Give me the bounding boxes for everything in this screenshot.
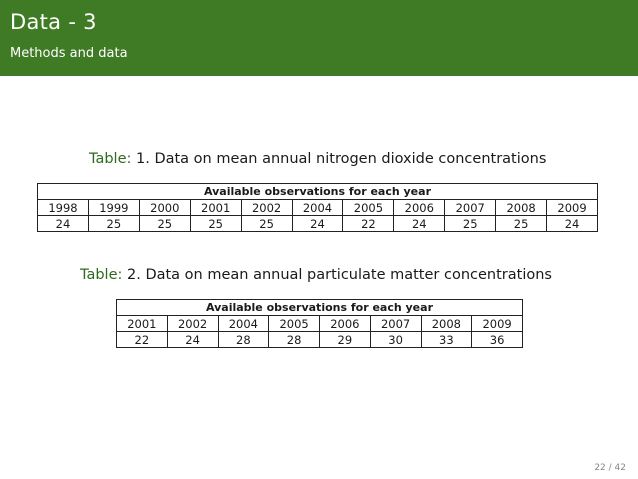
slide-header <box>0 0 638 76</box>
count-cell: 29 <box>320 332 371 348</box>
table1-caption-text: 1. Data on mean annual nitrogen dioxide concentrations <box>136 151 547 167</box>
count-cell: 24 <box>292 216 343 232</box>
year-cell: 2005 <box>343 200 394 216</box>
year-cell: 2002 <box>241 200 292 216</box>
table-header-row <box>117 300 523 316</box>
count-cell: 22 <box>117 332 168 348</box>
slide-subtitle: Methods and data <box>10 46 128 61</box>
count-cell: 28 <box>269 332 320 348</box>
year-cell: 2006 <box>320 316 371 332</box>
count-cell: 28 <box>218 332 269 348</box>
count-cell: 24 <box>38 216 89 232</box>
year-cell: 2007 <box>445 200 496 216</box>
table2-caption-text: 2. Data on mean annual particulate matter concentrations <box>127 267 552 283</box>
count-cell: 30 <box>370 332 421 348</box>
years-row <box>117 316 523 332</box>
year-cell: 2002 <box>167 316 218 332</box>
count-cell: 33 <box>421 332 472 348</box>
counts-row <box>38 216 598 232</box>
year-cell: 2009 <box>472 316 523 332</box>
table-header-cell: Available observations for each year <box>38 184 598 200</box>
count-cell: 24 <box>167 332 218 348</box>
year-cell: 2004 <box>292 200 343 216</box>
table1-caption <box>89 151 546 167</box>
no2-table <box>37 183 598 232</box>
count-cell: 25 <box>496 216 547 232</box>
count-cell: 25 <box>139 216 190 232</box>
count-cell: 25 <box>190 216 241 232</box>
count-cell: 24 <box>547 216 598 232</box>
pm-table <box>116 299 523 348</box>
year-cell: 2006 <box>394 200 445 216</box>
year-cell: 2004 <box>218 316 269 332</box>
count-cell: 25 <box>241 216 292 232</box>
year-cell: 2007 <box>370 316 421 332</box>
year-cell: 2001 <box>190 200 241 216</box>
year-cell: 2008 <box>421 316 472 332</box>
year-cell: 2000 <box>139 200 190 216</box>
table-header-row <box>38 184 598 200</box>
table2-caption <box>80 267 552 283</box>
count-cell: 22 <box>343 216 394 232</box>
table-header-cell: Available observations for each year <box>117 300 523 316</box>
counts-row <box>117 332 523 348</box>
count-cell: 24 <box>394 216 445 232</box>
table2-caption-label: Table: <box>80 267 123 283</box>
year-cell: 2005 <box>269 316 320 332</box>
year-cell: 2001 <box>117 316 168 332</box>
year-cell: 1998 <box>38 200 89 216</box>
year-cell: 1999 <box>88 200 139 216</box>
year-cell: 2008 <box>496 200 547 216</box>
count-cell: 36 <box>472 332 523 348</box>
count-cell: 25 <box>445 216 496 232</box>
table1-caption-label: Table: <box>89 151 132 167</box>
slide-title: Data - 3 <box>10 10 97 34</box>
years-row <box>38 200 598 216</box>
count-cell: 25 <box>88 216 139 232</box>
year-cell: 2009 <box>547 200 598 216</box>
page-number: 22 / 42 <box>594 463 626 473</box>
